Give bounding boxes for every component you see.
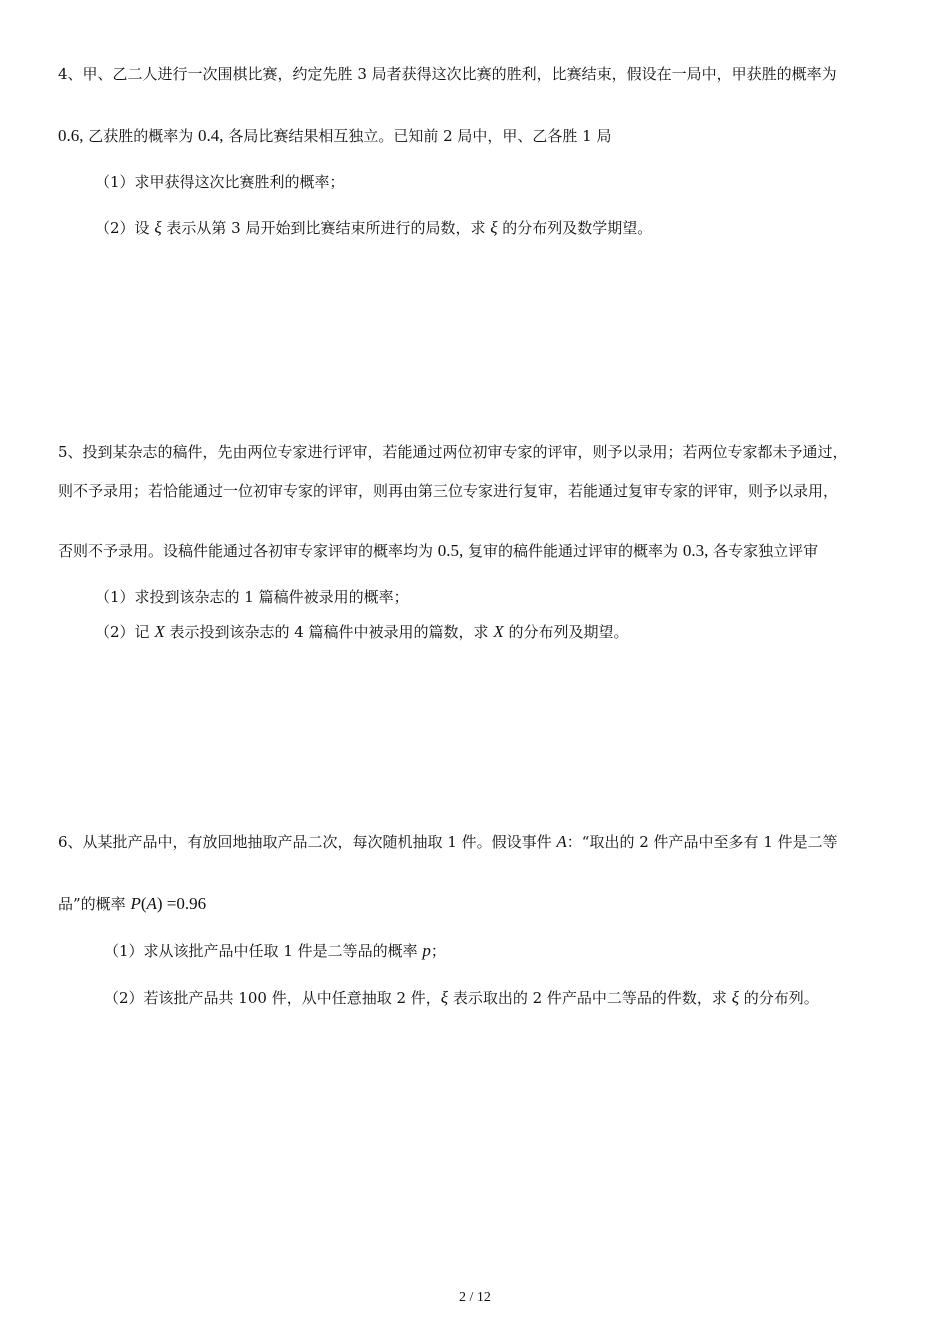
page-number: 2 / 12 — [459, 1290, 491, 1305]
q6-event-a-symbol: A — [146, 894, 157, 913]
q6-line-1 — [58, 832, 838, 852]
q6-xi-symbol: ξ — [731, 988, 739, 1007]
q5-text-3a: 否则不予录用。设稿件能通过各初审专家评审的概率均为 — [58, 542, 438, 560]
q6-text-1a: 6、从某批产品中，有放回地抽取产品二次，每次随机抽取 1 件。假设事件 — [58, 833, 557, 851]
q6-sub2-text-b: 表示取出的 2 件产品中二等品的件数，求 — [448, 989, 732, 1007]
q5-text-2: 则不予录用；若恰能通过一位初审专家的评审，则再由第三位专家进行复审，若能通过复审专家的评审，则予以录用， — [58, 482, 839, 500]
q4-subquestion-2 — [95, 218, 652, 238]
q4-line-1 — [58, 64, 837, 84]
q6-xi-symbol: ξ — [440, 988, 449, 1007]
q5-x-symbol: X — [154, 622, 165, 641]
q5-sub2-text-b: 表示投到该杂志的 4 篇稿件中被录用的篇数，求 — [164, 623, 494, 641]
q6-subquestion-1 — [104, 941, 446, 961]
q6-sub2-text-a: （2）若该批产品共 100 件，从中任意抽取 2 件， — [104, 989, 441, 1007]
q5-sub1-text: （1）求投到该杂志的 1 篇稿件被录用的概率； — [95, 588, 409, 606]
q6-subquestion-2 — [104, 988, 819, 1008]
q5-line-3 — [58, 541, 818, 561]
q4-sub1-text: （1）求甲获得这次比赛胜利的概率； — [95, 173, 345, 191]
q6-p-symbol: p — [422, 941, 431, 960]
q6-prob-value: ) =0.96 — [156, 894, 207, 913]
q5-prob-review: 0.3, — [682, 541, 709, 560]
q4-xi-symbol: ξ — [154, 218, 162, 237]
q5-sub2-text-a: （2）记 — [95, 623, 155, 641]
q6-text-2a: 品”的概率 — [58, 895, 131, 913]
q4-xi-symbol: ξ — [490, 218, 498, 237]
q6-sub2-text-c: 的分布列。 — [738, 989, 819, 1007]
q6-text-1b: ：“取出的 2 件产品中至多有 1 件是二等 — [566, 833, 838, 851]
q6-event-a-symbol: A — [556, 832, 567, 851]
q5-sub2-text-c: 的分布列及期望。 — [503, 623, 629, 641]
q5-text-3c: 各专家独立评审 — [708, 542, 819, 560]
q6-line-2 — [58, 894, 206, 914]
q5-x-symbol: X — [493, 622, 504, 641]
q6-sub1-text-b: ； — [430, 942, 446, 960]
q5-line-1 — [58, 442, 848, 462]
q4-sub2-text-c: 的分布列及数学期望。 — [497, 219, 653, 237]
q4-subquestion-1 — [95, 172, 345, 192]
q6-paren-open: ( — [140, 894, 147, 913]
q4-prob-yi: 0.4, — [198, 126, 224, 145]
q4-sub2-text-b: 表示从第 3 局开始到比赛结束所进行的局数，求 — [161, 219, 491, 237]
q4-text-1: 4、甲、乙二人进行一次围棋比赛，约定先胜 3 局者获得这次比赛的胜利，比赛结束，假设在一局中，甲获胜的概率为 — [58, 65, 837, 83]
q4-sub2-text-a: （2）设 — [95, 219, 155, 237]
q4-line-2 — [58, 126, 611, 146]
q5-subquestion-2 — [95, 622, 629, 642]
q6-sub1-text-a: （1）求从该批产品中任取 1 件是二等品的概率 — [104, 942, 423, 960]
q6-prob-p-symbol: P — [130, 894, 141, 913]
q4-text-2a: 乙获胜的概率为 — [83, 127, 199, 145]
q5-line-2 — [58, 481, 838, 501]
q5-subquestion-1 — [95, 587, 409, 607]
q5-text-3b: 复审的稿件能通过评审的概率为 — [463, 542, 683, 560]
q5-prob-initial: 0.5, — [437, 541, 464, 560]
q4-text-2b: 各局比赛结果相互独立。已知前 2 局中，甲、乙各胜 1 局 — [223, 127, 612, 145]
q4-prob-jia: 0.6, — [58, 126, 84, 145]
q5-text-1: 5、投到某杂志的稿件，先由两位专家进行评审，若能通过两位初审专家的评审，则予以录用；若两位专家都未予通过， — [58, 443, 848, 461]
